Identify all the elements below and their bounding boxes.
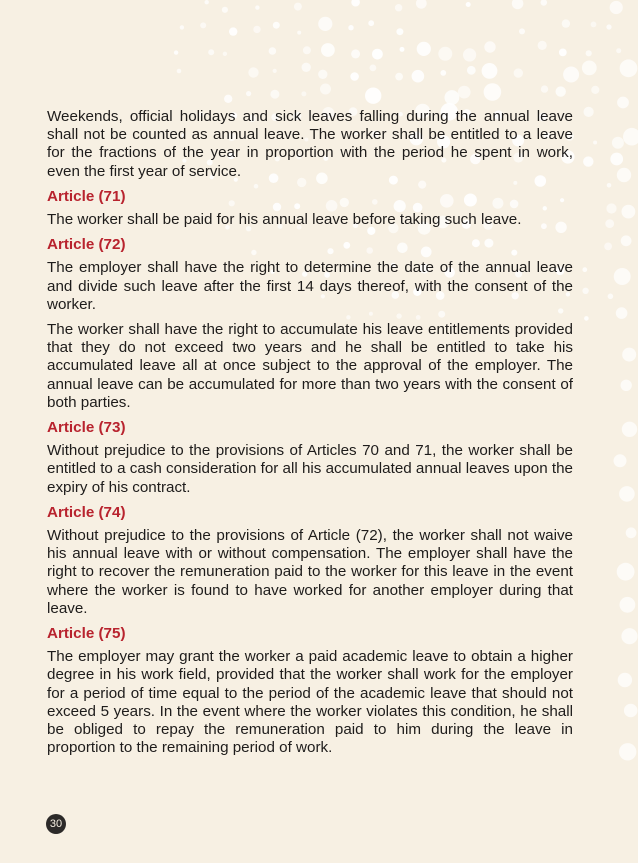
article-72-paragraph-2: The worker shall have the right to accumulate his leave entitlements provided that they do not exceed two years and he shall be entitled to take his accumulated leave all at once subject to the approval of the employer. The annual leave can be accumulated for more than two years with the consent of both parties. xyxy=(47,321,573,411)
decorative-dot xyxy=(610,1,623,14)
article-73-paragraph: Without prejudice to the provisions of Articles 70 and 71, the worker shall be entitled to a cash consideration for all his accumulated annual leaves upon the expiry of his contract. xyxy=(47,442,573,496)
decorative-dot xyxy=(303,46,311,54)
decorative-dot xyxy=(224,95,232,103)
decorative-dot xyxy=(621,235,632,246)
decorative-dot xyxy=(396,28,403,35)
decorative-dot xyxy=(538,41,547,50)
decorative-dot xyxy=(606,203,616,213)
decorative-dot xyxy=(608,294,614,300)
decorative-dot xyxy=(438,47,452,61)
decorative-dot xyxy=(445,90,460,105)
decorative-dot xyxy=(365,88,381,104)
decorative-dot xyxy=(623,128,638,146)
decorative-dot xyxy=(620,59,638,77)
decorative-dot xyxy=(255,5,259,9)
decorative-dot xyxy=(586,50,592,56)
decorative-dot xyxy=(582,267,587,272)
decorative-dot xyxy=(180,25,184,29)
decorative-dot xyxy=(301,91,306,96)
decorative-dot xyxy=(351,0,360,7)
decorative-dot xyxy=(400,47,405,52)
decorative-dot xyxy=(512,0,524,9)
decorative-dot xyxy=(208,49,214,55)
decorative-dot xyxy=(484,41,495,52)
decorative-dot xyxy=(619,486,635,502)
decorative-dot xyxy=(591,22,597,28)
decorative-dot xyxy=(273,69,277,73)
decorative-dot xyxy=(297,31,301,35)
decorative-dot xyxy=(177,69,182,74)
decorative-dot xyxy=(605,219,614,228)
decorative-dot xyxy=(541,85,548,92)
decorative-dot xyxy=(395,4,402,11)
decorative-dot xyxy=(482,63,498,79)
decorative-dot xyxy=(174,50,178,54)
decorative-dot xyxy=(229,27,237,35)
decorative-dot xyxy=(440,70,446,76)
decorative-dot xyxy=(368,20,374,26)
decorative-dot xyxy=(302,63,311,72)
decorative-dot xyxy=(205,0,209,4)
decorative-dot xyxy=(583,156,593,166)
article-72-paragraph-1: The employer shall have the right to determine the date of the annual leave and divide such leave after the first 14 days thereof, with the consent of the worker. xyxy=(47,259,573,313)
decorative-dot xyxy=(246,91,251,96)
decorative-dot xyxy=(582,61,597,76)
decorative-dot xyxy=(607,183,612,188)
decorative-dot xyxy=(318,70,327,79)
article-75-heading: Article (75) xyxy=(47,625,126,643)
article-72-heading: Article (72) xyxy=(47,236,126,254)
decorative-dot xyxy=(514,68,523,77)
decorative-dot xyxy=(622,348,636,362)
decorative-dot xyxy=(619,743,636,760)
decorative-dot xyxy=(372,49,383,60)
article-73-heading: Article (73) xyxy=(47,419,126,437)
decorative-dot xyxy=(622,205,636,219)
decorative-dot xyxy=(616,307,628,319)
article-74-heading: Article (74) xyxy=(47,503,126,521)
decorative-dot xyxy=(222,7,228,13)
decorative-dot xyxy=(351,49,360,58)
paragraph-intro: Weekends, official holidays and sick leaves falling during the annual leave shall not be counted as annual leave. The worker shall be entitled to a leave for the fractions of the year in proportion with the period he spent in work, even the first year of service. xyxy=(47,108,573,180)
decorative-dot xyxy=(614,268,631,285)
decorative-dot xyxy=(562,19,570,27)
decorative-dot xyxy=(621,380,632,391)
decorative-dot xyxy=(294,3,302,11)
decorative-dot xyxy=(417,42,431,56)
decorative-dot xyxy=(606,24,611,29)
decorative-dot xyxy=(563,67,579,83)
decorative-dot xyxy=(620,597,636,613)
decorative-dot xyxy=(559,49,567,57)
decorative-dot xyxy=(614,454,627,467)
article-71-heading: Article (71) xyxy=(47,187,126,205)
article-74-paragraph: Without prejudice to the provisions of Article (72), the worker shall not waive his annual leave with or without compensation. The employer shall have the right to recover the remuneration paid to the worker for this leave in the event where the worker is found to have worked for another employer during that leave. xyxy=(47,527,573,617)
decorative-dot xyxy=(591,86,599,94)
decorative-dot xyxy=(612,137,624,149)
decorative-dot xyxy=(253,26,260,33)
article-71-paragraph: The worker shall be paid for his annual leave before taking such leave. xyxy=(47,211,522,229)
decorative-dot xyxy=(593,141,597,145)
decorative-dot xyxy=(541,0,548,6)
decorative-dot xyxy=(604,243,612,251)
decorative-dot xyxy=(626,527,637,538)
decorative-dot xyxy=(610,153,623,166)
decorative-dot xyxy=(556,86,566,96)
decorative-dot xyxy=(458,86,471,99)
decorative-dot xyxy=(395,73,403,81)
decorative-dot xyxy=(463,48,476,61)
decorative-dot xyxy=(584,316,589,321)
decorative-dot xyxy=(621,628,637,644)
decorative-dot xyxy=(618,673,632,687)
page-number-badge: 30 xyxy=(46,814,66,834)
decorative-dot xyxy=(318,17,332,31)
decorative-dot xyxy=(617,563,635,581)
decorative-dot xyxy=(320,84,331,95)
decorative-dot xyxy=(248,67,258,77)
decorative-dot xyxy=(370,65,377,72)
decorative-dot xyxy=(269,47,277,55)
decorative-dot xyxy=(624,704,638,718)
decorative-dot xyxy=(582,288,588,294)
decorative-dot xyxy=(584,107,594,117)
decorative-dot xyxy=(467,66,476,75)
decorative-dot xyxy=(200,22,206,28)
decorative-dot xyxy=(350,72,359,81)
decorative-dot xyxy=(321,43,335,57)
decorative-dot xyxy=(616,48,621,53)
decorative-dot xyxy=(519,28,525,34)
decorative-dot xyxy=(484,83,502,101)
decorative-dot xyxy=(622,422,637,437)
article-75-paragraph: The employer may grant the worker a paid academic leave to obtain a higher degree in his work field, provided that the worker shall work for the employer for a period of time equal to the period of the academic leave that should not exceed 5 years. In the event where the worker violates this condition, he shall be obliged to repay the remuneration paid to him during the leave in proportion to the remaining period of work. xyxy=(47,648,573,757)
decorative-dot xyxy=(466,2,471,7)
decorative-dot xyxy=(273,22,280,29)
decorative-dot xyxy=(223,52,227,56)
decorative-dot xyxy=(416,0,427,9)
decorative-dot xyxy=(617,97,629,109)
decorative-dot xyxy=(348,25,353,30)
decorative-dot xyxy=(270,90,279,99)
decorative-dot xyxy=(412,70,425,83)
document-body xyxy=(47,108,573,765)
decorative-dot xyxy=(617,168,631,182)
